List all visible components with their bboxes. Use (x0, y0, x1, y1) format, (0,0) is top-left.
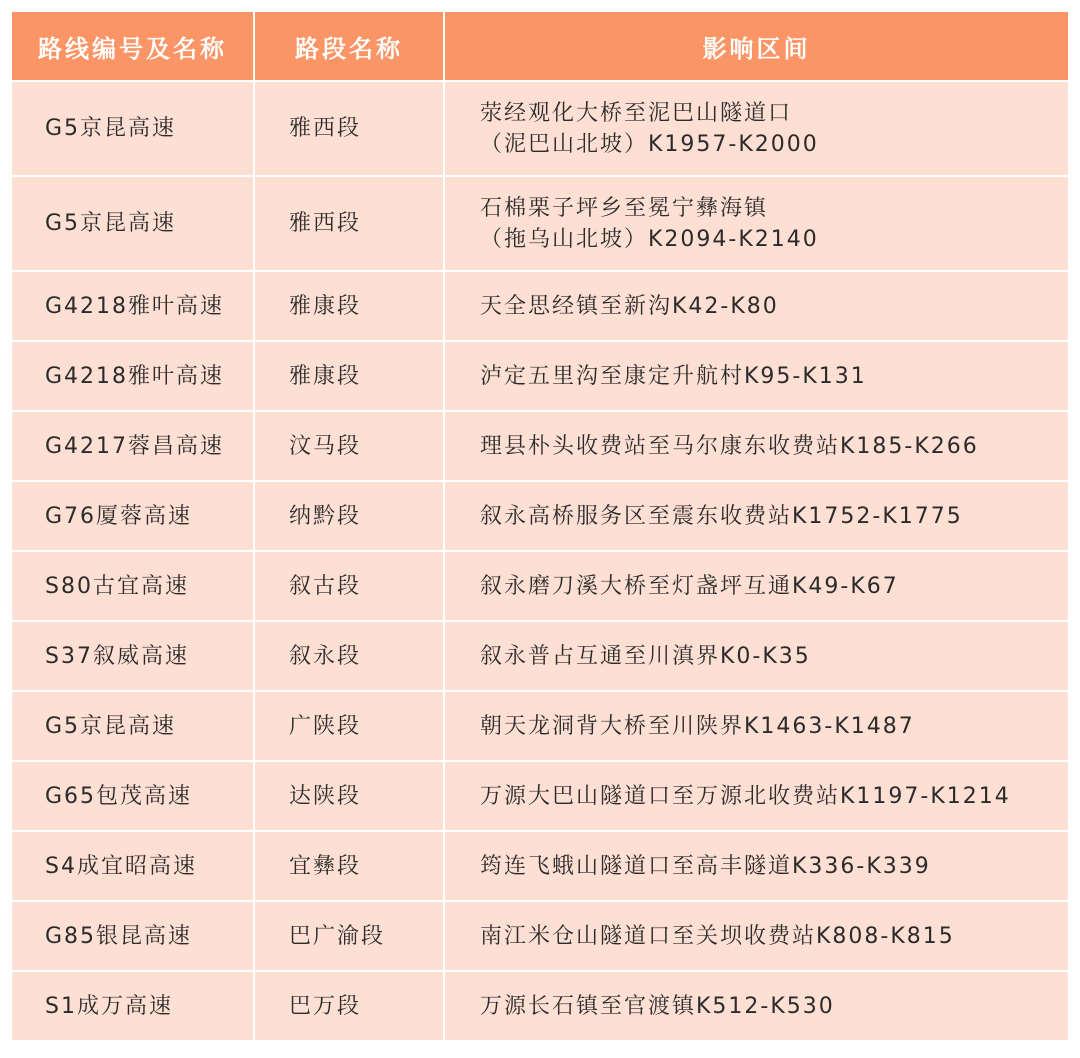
range-cell: 泸定五里沟至康定升航村K95-K131 (444, 341, 1068, 411)
range-cell: 南江米仓山隧道口至关坝收费站K808-K815 (444, 901, 1068, 971)
table-row (12, 831, 1068, 901)
table-row (12, 411, 1068, 481)
route-cell: G5京昆高速 (12, 691, 254, 761)
route-cell: G76厦蓉高速 (12, 481, 254, 551)
table-row (12, 761, 1068, 831)
range-cell: 筠连飞蛾山隧道口至高丰隧道K336-K339 (444, 831, 1068, 901)
route-cell: S4成宜昭高速 (12, 831, 254, 901)
route-cell: G4217蓉昌高速 (12, 411, 254, 481)
segment-cell: 雅康段 (254, 271, 444, 341)
road-impact-table (12, 12, 1068, 1040)
range-cell: 叙永高桥服务区至震东收费站K1752-K1775 (444, 481, 1068, 551)
route-cell: G65包茂高速 (12, 761, 254, 831)
route-cell: S37叙威高速 (12, 621, 254, 691)
route-cell: G4218雅叶高速 (12, 341, 254, 411)
route-cell: S1成万高速 (12, 971, 254, 1040)
table-row (12, 341, 1068, 411)
range-line-sub: （拖乌山北坡）K2094-K2140 (480, 226, 819, 252)
table-row (12, 176, 1068, 271)
table-row (12, 481, 1068, 551)
table-row (12, 271, 1068, 341)
route-cell: G4218雅叶高速 (12, 271, 254, 341)
table-row (12, 551, 1068, 621)
range-cell: 万源大巴山隧道口至万源北收费站K1197-K1214 (444, 761, 1068, 831)
segment-cell: 叙永段 (254, 621, 444, 691)
segment-cell: 汶马段 (254, 411, 444, 481)
table-row (12, 81, 1068, 176)
segment-cell: 雅康段 (254, 341, 444, 411)
segment-cell: 达陕段 (254, 761, 444, 831)
route-cell: G5京昆高速 (12, 81, 254, 176)
table-row (12, 971, 1068, 1040)
segment-cell: 巴万段 (254, 971, 444, 1040)
header-route: 路线编号及名称 (12, 12, 254, 81)
route-cell: S80古宜高速 (12, 551, 254, 621)
header-segment: 路段名称 (254, 12, 444, 81)
segment-cell: 纳黔段 (254, 481, 444, 551)
table-row (12, 621, 1068, 691)
range-cell: 天全思经镇至新沟K42-K80 (444, 271, 1068, 341)
range-cell: 叙永普占互通至川滇界K0-K35 (444, 621, 1068, 691)
range-cell (444, 81, 1068, 176)
table-row (12, 901, 1068, 971)
range-line: 石棉栗子坪乡至冕宁彝海镇 (480, 195, 769, 221)
segment-cell: 宜彝段 (254, 831, 444, 901)
header-range: 影响区间 (444, 12, 1068, 81)
table-header-row (12, 12, 1068, 81)
segment-cell: 广陕段 (254, 691, 444, 761)
range-cell: 朝天龙洞背大桥至川陕界K1463-K1487 (444, 691, 1068, 761)
segment-cell: 雅西段 (254, 81, 444, 176)
route-cell: G5京昆高速 (12, 176, 254, 271)
segment-cell: 巴广渝段 (254, 901, 444, 971)
table-row (12, 691, 1068, 761)
range-cell: 万源长石镇至官渡镇K512-K530 (444, 971, 1068, 1040)
range-cell (444, 176, 1068, 271)
segment-cell: 叙古段 (254, 551, 444, 621)
range-cell: 理县朴头收费站至马尔康东收费站K185-K266 (444, 411, 1068, 481)
range-cell: 叙永磨刀溪大桥至灯盏坪互通K49-K67 (444, 551, 1068, 621)
segment-cell: 雅西段 (254, 176, 444, 271)
range-line-sub: （泥巴山北坡）K1957-K2000 (480, 131, 819, 157)
route-cell: G85银昆高速 (12, 901, 254, 971)
range-line: 荥经观化大桥至泥巴山隧道口 (480, 100, 793, 126)
